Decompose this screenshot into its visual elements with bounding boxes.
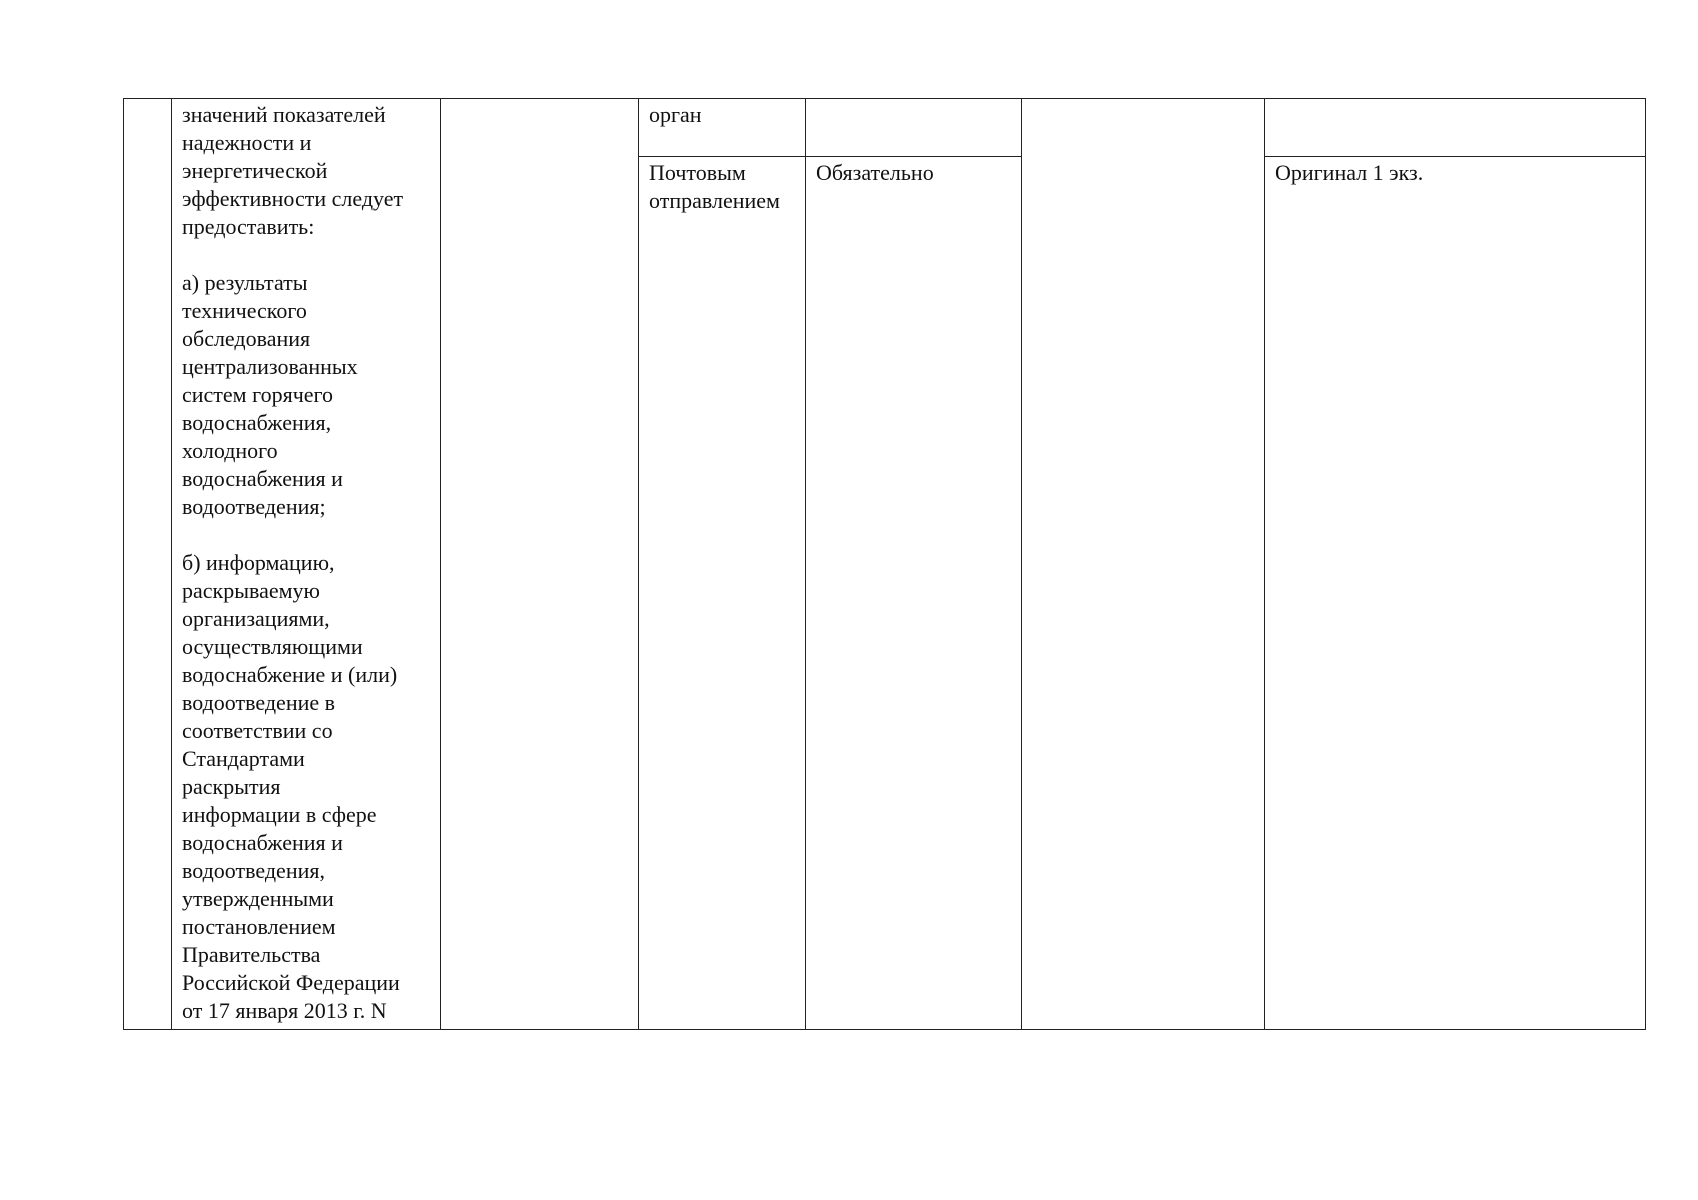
copies-cell xyxy=(1265,99,1646,157)
empty-cell xyxy=(441,99,639,1030)
submission-method-cell xyxy=(639,157,806,1030)
table-row xyxy=(124,99,1646,157)
requirement-cell xyxy=(172,99,441,1030)
requirement-paragraph-b: б) информацию, раскрываемую организациями, осуществляющими водоснабжение и (или) водоотведение в соответствии со Стандартами раскрытия информации в сфере водоснабжения и водоотведения, утвержденными постановлением Правительства Российской Федерации от 17 января 2013 г. N xyxy=(182,550,400,1023)
copies-cell xyxy=(1265,157,1646,1030)
submission-method-cell xyxy=(639,99,806,157)
document-table xyxy=(123,98,1646,1030)
mandatory-cell xyxy=(806,99,1022,157)
number-cell xyxy=(124,99,172,1030)
mandatory-cell xyxy=(806,157,1022,1030)
copies-text: Оригинал 1 экз. xyxy=(1275,160,1424,185)
submission-method-text: орган xyxy=(649,102,702,127)
requirement-paragraph-intro: значений показателей надежности и энергетической эффективности следует предоставить: xyxy=(182,102,404,239)
empty-cell xyxy=(1022,99,1265,1030)
submission-method-text: Почтовым отправлением xyxy=(649,160,780,213)
requirement-paragraph-a: а) результаты технического обследования централизованных систем горячего водоснабжения, холодного водоснабжения и водоотведения; xyxy=(182,270,358,519)
mandatory-text: Обязательно xyxy=(816,160,934,185)
